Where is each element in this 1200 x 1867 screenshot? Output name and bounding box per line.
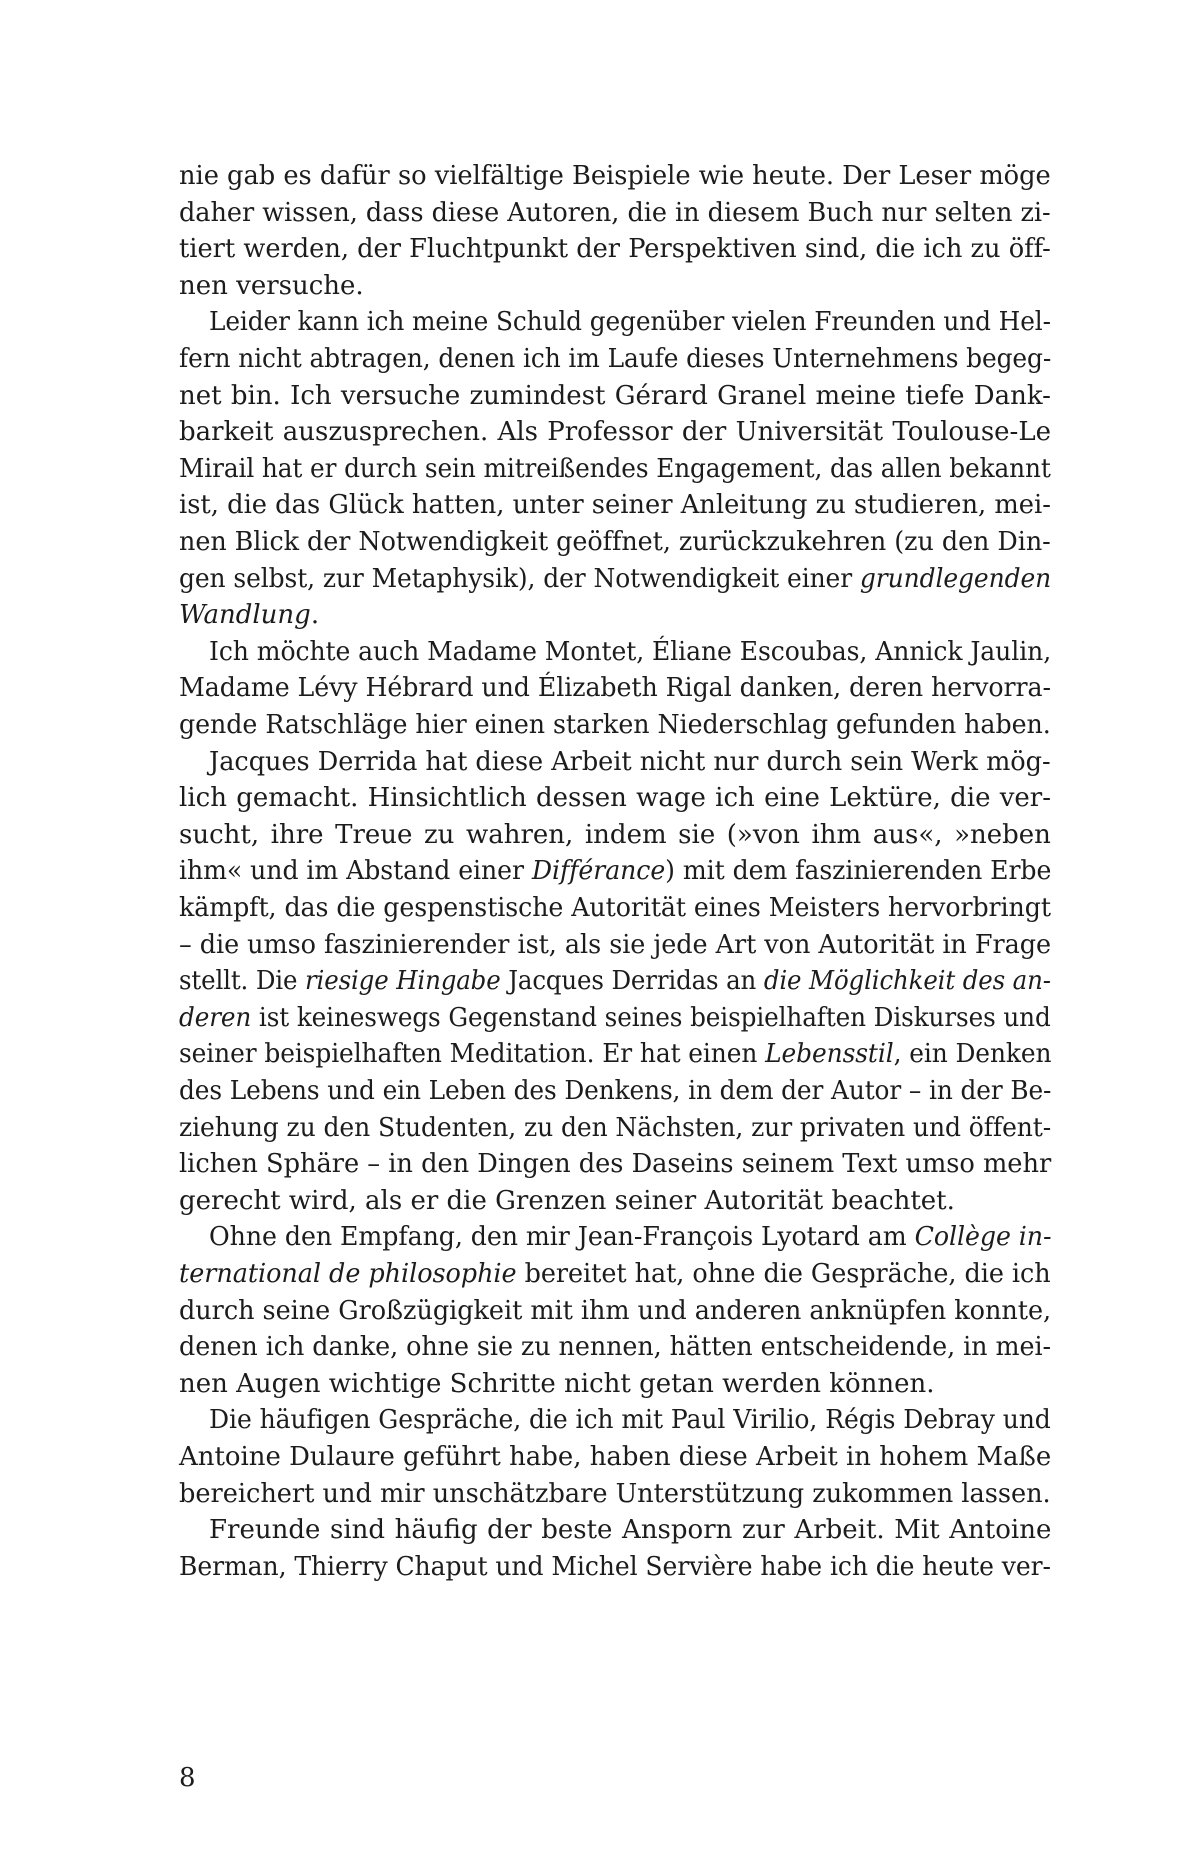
text-run: sucht, ihre Treue zu wahren, indem sie (»von ihm aus«, »neben [179,820,1051,850]
text-line [179,560,1051,598]
text-run: ) mit dem faszinierenden Erbe [665,856,1052,886]
text-run: Die häufigen Gespräche, die ich mit Paul Virilio, Régis Debray und [209,1405,1051,1435]
text-run: Ohne den Empfang, den mir Jean-François Lyotard am [209,1222,915,1252]
text-run: nie gab es dafür so vielfältige Beispiele wie heute. Der Leser möge [179,161,1051,191]
italic-phrase: die Möglichkeit des an- [763,966,1051,996]
text-line [179,926,1051,964]
text-run: nen Augen wichtige Schritte nicht getan werden können. [179,1369,935,1399]
text-run: denen ich danke, ohne sie zu nennen, hätten entscheidende, in mei- [179,1332,1052,1362]
text-run: net bin. Ich versuche zumindest Gérard Granel meine tiefe Dank- [179,381,1051,411]
text-line [179,267,364,305]
text-run: Madame Lévy Hébrard und Élizabeth Rigal danken, deren hervorra- [179,673,1051,703]
text-line [179,340,1051,378]
italic-phrase: Lebensstil [765,1039,894,1069]
page-number: 8 [179,1763,196,1793]
text-run: ziehung zu den Studenten, zu den Nächsten, zur privaten und öffent- [179,1113,1052,1143]
paragraph-first-line [209,743,1051,781]
text-line [179,1072,1051,1110]
text-run: nen Blick der Notwendigkeit geöffnet, zurückzukehren (zu den Din- [179,527,1051,557]
text-line [179,377,1051,415]
text-run: Antoine Dulaure geführt habe, haben diese Arbeit in hohem Maße [179,1442,1052,1472]
text-run: , ein Denken [893,1039,1052,1069]
text-line [179,779,1051,817]
text-run: stellt. Die [179,966,305,996]
text-line [179,706,1051,744]
text-run: barkeit auszusprechen. Als Professor der Universität Toulouse-Le [179,417,1051,447]
text-line [179,1438,1051,1476]
text-line [179,523,1051,561]
text-line [179,816,1051,854]
text-line [179,1035,1051,1073]
text-run: Leider kann ich meine Schuld gegenüber vielen Freunden und Hel- [209,307,1051,337]
italic-phrase: Différance [531,856,666,886]
text-run: bereitet hat, ohne die Gespräche, die ich [516,1259,1051,1289]
text-line [179,1365,935,1403]
text-run: kämpft, das die gespenstische Autorität eines Meisters hervorbringt [179,893,1051,923]
paragraph-first-line [209,1218,1051,1256]
text-run: Freunde sind häufig der beste Ansporn zur Arbeit. Mit Antoine [209,1515,1052,1545]
text-run: lich gemacht. Hinsichtlich dessen wage ich eine Lektüre, die ver- [179,783,1052,813]
text-run: ist keineswegs Gegenstand seines beispielhaften Diskurses und [251,1003,1051,1033]
text-run: lichen Sphäre – in den Dingen des Daseins seinem Text umso mehr [179,1149,1052,1179]
text-line [179,1109,1051,1147]
text-line [179,596,319,634]
text-run: . [310,600,320,630]
text-line [179,1182,955,1220]
text-run: gerecht wird, als er die Grenzen seiner Autorität beachtet. [179,1186,955,1216]
italic-phrase: ternational de philosophie [179,1259,517,1289]
text-line [179,1548,1051,1586]
italic-phrase: riesige Hingabe [304,966,501,996]
text-line [179,1475,1051,1513]
text-run: fern nicht abtragen, denen ich im Laufe dieses Unternehmens begeg- [179,344,1052,374]
italic-phrase: Wandlung [179,600,311,630]
text-line [179,962,1051,1000]
text-run: tiert werden, der Fluchtpunkt der Perspektiven sind, die ich zu öff- [179,234,1051,264]
italic-phrase: deren [179,1003,252,1033]
paragraph-first-line [209,303,1051,341]
text-run: seiner beispielhaften Meditation. Er hat einen [179,1039,766,1069]
text-run: durch seine Großzügigkeit mit ihm und anderen anknüpfen konnte, [179,1296,1052,1326]
paragraph-first-line [209,633,1051,671]
text-line [179,1292,1051,1330]
text-run: Jacques Derridas an [500,966,764,996]
text-line [179,413,1051,451]
text-run: bereichert und mir unschätzbare Unterstützung zukommen lassen. [179,1479,1051,1509]
text-line [179,1328,1051,1366]
text-run: – die umso faszinierender ist, als sie jede Art von Autorität in Frage [179,930,1052,960]
italic-phrase: grundlegenden [859,564,1052,594]
text-run: gen selbst, zur Metaphysik), der Notwendigkeit einer [179,564,860,594]
text-run: ist, die das Glück hatten, unter seiner Anleitung zu studieren, mei- [179,490,1051,520]
text-run: Berman, Thierry Chaput und Michel Servière habe ich die heute ver- [179,1552,1051,1582]
text-run: ihm« und im Abstand einer [179,856,532,886]
text-line [179,486,1051,524]
text-run: nen versuche. [179,271,364,301]
text-line [179,157,1051,195]
italic-phrase: Collège in- [914,1222,1052,1252]
paragraph-first-line [209,1401,1051,1439]
text-line [179,1145,1051,1183]
text-run: des Lebens und ein Leben des Denkens, in dem der Autor – in der Be- [179,1076,1052,1106]
text-line [179,450,1051,488]
text-run: Ich möchte auch Madame Montet, Éliane Escoubas, Annick Jaulin, [209,637,1052,667]
text-line [179,852,1051,890]
text-line [179,889,1051,927]
paragraph-first-line [209,1511,1051,1549]
text-line [179,669,1051,707]
text-line [179,999,1051,1037]
text-line [179,230,1051,268]
text-run: daher wissen, dass diese Autoren, die in diesem Buch nur selten zi- [179,198,1051,228]
text-run: Jacques Derrida hat diese Arbeit nicht nur durch sein Werk mög- [209,747,1051,777]
text-line [179,194,1051,232]
text-run: Mirail hat er durch sein mitreißendes Engagement, das allen bekannt [179,454,1051,484]
text-run: gende Ratschläge hier einen starken Niederschlag gefunden haben. [179,710,1051,740]
text-line [179,1255,1051,1293]
